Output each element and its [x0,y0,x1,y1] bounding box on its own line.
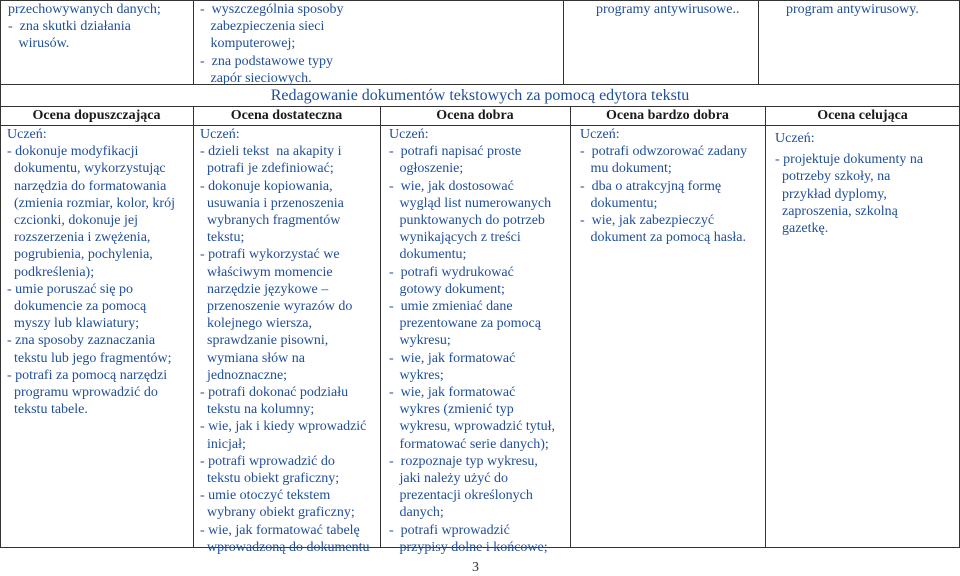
column-text-line: dokumentu; [389,247,467,263]
column-divider [765,106,766,548]
column-divider [758,0,759,85]
column-heading: Uczeń: [200,127,240,142]
column-text-line: - wie, jak dostosować [389,178,514,194]
column-text-line: przenoszenie wyrazów do [200,299,353,315]
text-line: - zna skutki działania [8,19,131,35]
column-text-line: - dba o atrakcyjną formę [580,178,722,194]
column-text-line: - zna sposoby zaznaczania [7,333,156,349]
column-text-line: gazetkę. [775,221,829,237]
column-text-line: - dokonuje modyfikacji [7,144,139,160]
column-text-line: - rozpoznaje typ wykresu, [389,453,538,469]
column-text-line: - umie zmieniać dane [389,299,513,315]
column-ocena-bardzo-dobra [580,126,765,246]
text-line: wirusów. [8,36,70,52]
text-line: zabezpieczenia sieci [200,19,325,35]
column-text-line: przypisy dolne i końcowe; [389,539,548,555]
column-text-line: programu wprowadzić do [7,385,158,401]
column-text-line: podkreślenia); [7,264,95,280]
column-divider [0,0,1,548]
column-text-line: czcionki, dokonuje jej [7,213,139,229]
column-text-line: zaproszenia, szkolną [775,203,898,219]
column-heading: Uczeń: [775,131,815,146]
column-text-line: wykresu, wprowadzić tytuł, [389,419,556,435]
column-text-line: potrzeby szkoły, na [775,169,891,185]
column-text-line: sprawdzanie pisowni, [200,333,329,349]
column-text-line: rozszerzenia i zwężenia, [7,230,151,246]
column-ocena-dobra [389,126,570,556]
text-line: komputerowej; [200,36,296,52]
column-text-line: narzędzie językowe – [200,281,329,297]
column-text-line: inicjał; [200,436,246,452]
column-text-line: dokument za pomocą hasła. [580,230,747,246]
column-text-line: przykład dyplomy, [775,186,887,202]
header-ocena-dopuszczajaca: Ocena dopuszczająca [32,108,161,123]
column-text-line: tekstu; [200,230,245,246]
column-text-line: (zmienia rozmiar, kolor, krój [7,195,175,211]
column-text-line: formatować serie danych); [389,436,549,452]
column-text-line: wykres (zmienić typ [389,402,514,418]
column-divider [193,0,194,85]
column-text-line: narzędzia do formatowania [7,178,167,194]
column-text-line: - potrafi dokonać podziału [200,385,349,401]
column-heading: Uczeń: [389,127,429,142]
column-divider [193,106,194,548]
column-text-line: pogrubienia, pochylenia, [7,247,153,263]
column-text-line: dokumentu, wykorzystując [7,161,166,177]
column-text-line: wybrany obiekt graficzny; [200,505,355,521]
column-text-line: usuwania i przenoszenia [200,195,344,211]
column-text-line: - wie, jak zabezpieczyć [580,213,715,229]
text-line: zapór sieciowych. [200,70,312,86]
column-text-line: wymiana słów na [200,350,305,366]
text-line: - zna podstawowe typy [200,53,333,69]
title-row-top-border [0,84,960,85]
column-text-line: wprowadzoną do dokumentu [200,539,370,555]
column-text-line: wygląd list numerowanych [389,195,552,211]
column-text-line: tekstu lub jego fragmentów; [7,350,172,366]
top-row-col1 [8,1,192,53]
column-text-line: wykres; [389,367,444,383]
top-row-col2 [200,1,400,87]
column-text-line: - potrafi za pomocą narzędzi [7,367,168,383]
text-line: program antywirusowy. [786,2,919,17]
column-divider [380,106,381,548]
column-text-line: dokumencie za pomocą [7,299,147,315]
top-row-col5 [786,1,956,18]
column-text-line: wybranych fragmentów [200,213,341,229]
column-text-line: prezentowane za pomocą [389,316,541,332]
header-ocena-dobra: Ocena dobra [436,108,514,123]
column-text-line: jaki należy użyć do [389,471,508,487]
text-line: programy antywirusowe.. [596,2,740,17]
page-number: 3 [472,560,479,575]
column-text-line: wynikających z treści [389,230,521,246]
column-text-line: - dokonuje kopiowania, [200,178,333,194]
column-text-line: kolejnego wiersza, [200,316,312,332]
column-text-line: - potrafi wydrukować [389,264,514,280]
column-text-line: - projektuje dokumenty na [775,152,924,168]
column-ocena-dostateczna [200,126,380,556]
header-ocena-dostateczna: Ocena dostateczna [230,108,343,123]
column-text-line: właściwym momencie [200,264,333,280]
column-text-line: potrafi je zdefiniować; [200,161,334,177]
column-ocena-dopuszczajaca [7,126,192,418]
column-text-line: punktowanych do potrzeb [389,213,545,229]
top-row-col4 [596,1,756,18]
column-text-line: tekstu obiekt graficzny; [200,471,340,487]
column-heading: Uczeń: [580,127,620,142]
column-text-line: - wie, jak i kiedy wprowadzić [200,419,367,435]
column-text-line: wykresu; [389,333,451,349]
column-text-line: - potrafi napisać proste [389,144,522,160]
section-title: Redagowanie dokumentów tekstowych za pomocą edytora tekstu [270,87,690,104]
column-text-line: danych; [389,505,444,521]
column-text-line: dokumentu; [580,195,658,211]
column-heading: Uczeń: [7,127,47,142]
text-line: - wyszczególnia sposoby [200,2,344,17]
column-text-line: jednoznaczne; [200,367,288,383]
text-line: przechowywanych danych; [8,2,161,17]
column-text-line: tekstu tabele. [7,402,88,418]
column-text-line: - wie, jak formatować [389,385,516,401]
column-text-line: - dzieli tekst na akapity i [200,144,342,160]
column-text-line: - wie, jak formatować tabelę [200,522,360,538]
column-text-line: myszy lub klawiatury; [7,316,140,332]
column-text-line: - umie otoczyć tekstem [200,488,331,504]
column-ocena-celujaca [775,130,959,237]
column-text-line: ogłoszenie; [389,161,464,177]
column-text-line: - umie poruszać się po [7,281,133,297]
column-text-line: - potrafi odwzorować zadany [580,144,748,160]
header-ocena-celujaca: Ocena celująca [817,108,908,123]
column-text-line: tekstu na kolumny; [200,402,315,418]
column-text-line: gotowy dokument; [389,281,505,297]
column-text-line: - potrafi wykorzystać we [200,247,340,263]
column-divider [570,106,571,548]
column-text-line: - wie, jak formatować [389,350,516,366]
column-text-line: - potrafi wprowadzić [389,522,510,538]
header-ocena-bardzo-dobra: Ocena bardzo dobra [606,108,729,123]
column-text-line: - potrafi wprowadzić do [200,453,335,469]
column-text-line: prezentacji określonych [389,488,533,504]
column-text-line: mu dokument; [580,161,672,177]
column-divider [563,0,564,85]
